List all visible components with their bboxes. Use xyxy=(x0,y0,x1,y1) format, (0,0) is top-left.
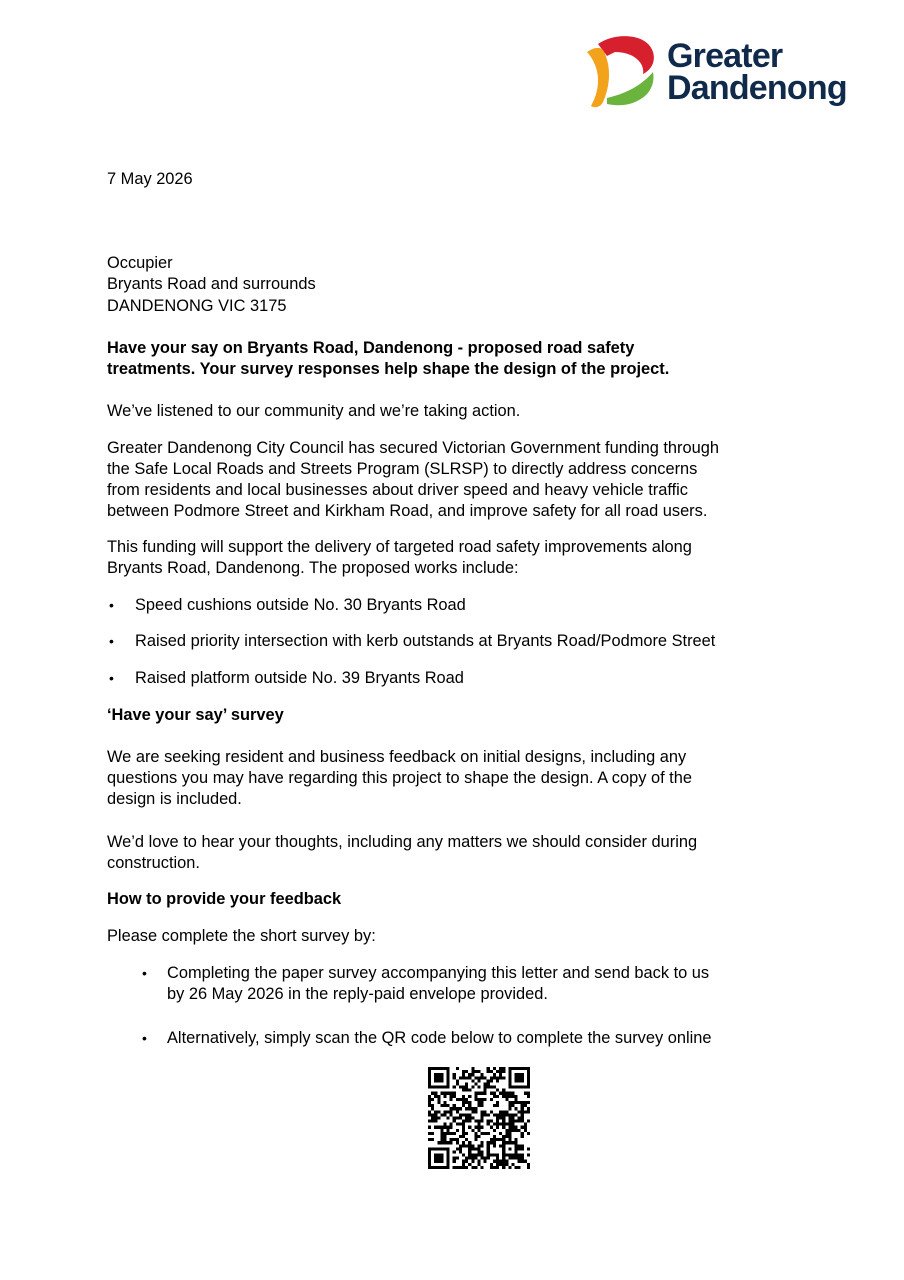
feedback-heading: How to provide your feedback xyxy=(107,890,342,908)
paragraph-line: between Podmore Street and Kirkham Road, and improve safety for all road users. xyxy=(107,502,708,520)
logo-text-dandenong: Dandenong xyxy=(667,69,847,107)
paragraph-line: the Safe Local Roads and Streets Program (SLRSP) to directly address concerns xyxy=(107,460,698,478)
list-item-text: by 26 May 2026 in the reply-paid envelope provided. xyxy=(167,985,548,1003)
greater-dandenong-logo xyxy=(585,34,850,110)
paragraph-line: design is included. xyxy=(107,790,242,808)
intro-paragraph: We’ve listened to our community and we’re taking action. xyxy=(107,402,521,420)
list-item-text: Alternatively, simply scan the QR code below to complete the survey online xyxy=(167,1029,712,1047)
paragraph-line: Greater Dandenong City Council has secured Victorian Government funding through xyxy=(107,439,719,457)
qr-code-icon[interactable] xyxy=(428,1067,530,1169)
paragraph-line: This funding will support the delivery of targeted road safety improvements along xyxy=(107,538,692,556)
address-line-2: Bryants Road and surrounds xyxy=(107,275,316,293)
list-item-text: Raised priority intersection with kerb outstands at Bryants Road/Podmore Street xyxy=(135,632,716,650)
heading-line-2: treatments. Your survey responses help shape the design of the project. xyxy=(107,360,670,378)
bullet-icon: • xyxy=(109,670,114,686)
heading-line-1: Have your say on Bryants Road, Dandenong - proposed road safety xyxy=(107,339,635,357)
list-item-text: Speed cushions outside No. 30 Bryants Road xyxy=(135,596,466,614)
letter-date: 7 May 2026 xyxy=(107,170,193,188)
address-line-1: Occupier xyxy=(107,254,173,272)
bullet-icon: • xyxy=(142,965,147,981)
bullet-icon: • xyxy=(142,1030,147,1046)
paragraph-line: We’d love to hear your thoughts, including any matters we should consider during xyxy=(107,833,698,851)
bullet-icon: • xyxy=(109,597,114,613)
paragraph-line: We are seeking resident and business feedback on initial designs, including any xyxy=(107,748,687,766)
survey-heading: ‘Have your say’ survey xyxy=(107,706,284,724)
logo-text-greater: Greater xyxy=(667,37,783,75)
address-line-3: DANDENONG VIC 3175 xyxy=(107,297,287,315)
bullet-icon: • xyxy=(109,633,114,649)
feedback-intro: Please complete the short survey by: xyxy=(107,927,376,945)
list-item-text: Completing the paper survey accompanying this letter and send back to us xyxy=(167,964,710,982)
paragraph-line: Bryants Road, Dandenong. The proposed works include: xyxy=(107,559,519,577)
paragraph-line: construction. xyxy=(107,854,200,872)
paragraph-line: from residents and local businesses about driver speed and heavy vehicle traffic xyxy=(107,481,688,499)
logo-mark-icon xyxy=(585,34,665,110)
paragraph-line: questions you may have regarding this project to shape the design. A copy of the xyxy=(107,769,692,787)
list-item-text: Raised platform outside No. 39 Bryants Road xyxy=(135,669,464,687)
